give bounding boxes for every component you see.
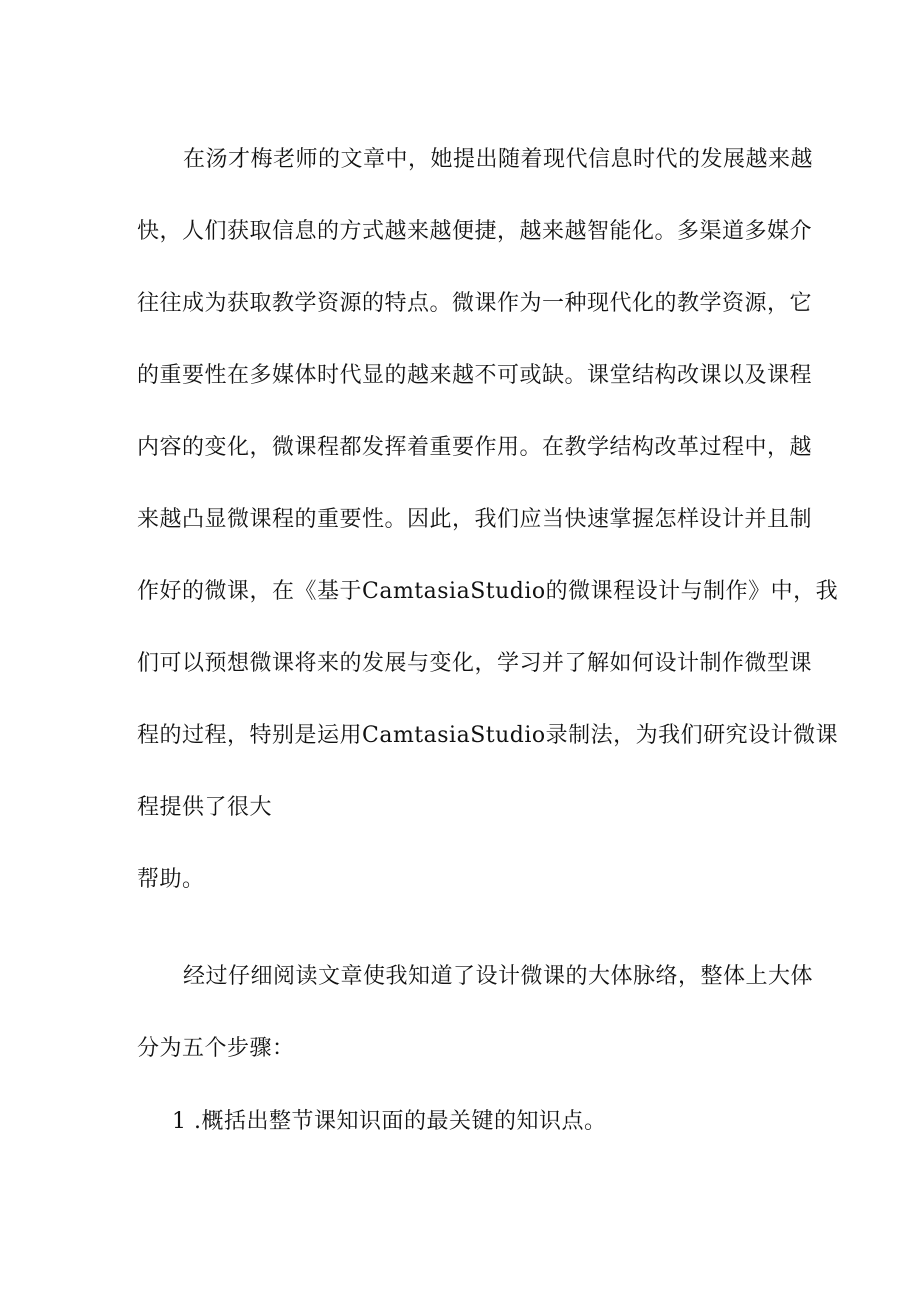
paragraph-1-line-2: 快，人们获取信息的方式越来越便捷，越来越智能化。多渠道多媒介 bbox=[137, 219, 813, 244]
paragraph-1-line-9: 程的过程，特别是运用CamtasiaStudio录制法，为我们研究设计微课 bbox=[137, 723, 839, 748]
paragraph-1-line-8: 们可以预想微课将来的发展与变化，学习并了解如何设计制作微型课 bbox=[137, 651, 813, 676]
paragraph-2-line-2: 分为五个步骤： bbox=[137, 1036, 295, 1061]
paragraph-2-line-1: 经过仔细阅读文章使我知道了设计微课的大体脉络，整体上大体 bbox=[183, 964, 814, 989]
paragraph-1-line-4: 的重要性在多媒体时代显的越来越不可或缺。课堂结构改课以及课程 bbox=[137, 363, 813, 388]
paragraph-1-line-3: 往往成为获取教学资源的特点。微课作为一种现代化的教学资源，它 bbox=[137, 291, 813, 316]
paragraph-1-line-10: 程提供了很大 bbox=[137, 795, 273, 820]
list-item-1: 1 .概括出整节课知识面的最关键的知识点。 bbox=[172, 1109, 607, 1134]
paragraph-1-line-5: 内容的变化，微课程都发挥着重要作用。在教学结构改革过程中，越 bbox=[137, 435, 813, 460]
paragraph-1-line-6: 来越凸显微课程的重要性。因此，我们应当快速掌握怎样设计并且制 bbox=[137, 507, 813, 532]
paragraph-1-line-1: 在汤才梅老师的文章中，她提出随着现代信息时代的发展越来越 bbox=[183, 147, 814, 172]
paragraph-1-line-7: 作好的微课，在《基于CamtasiaStudio的微课程设计与制作》中，我 bbox=[137, 579, 839, 604]
paragraph-1-tail: 帮助。 bbox=[137, 867, 205, 892]
